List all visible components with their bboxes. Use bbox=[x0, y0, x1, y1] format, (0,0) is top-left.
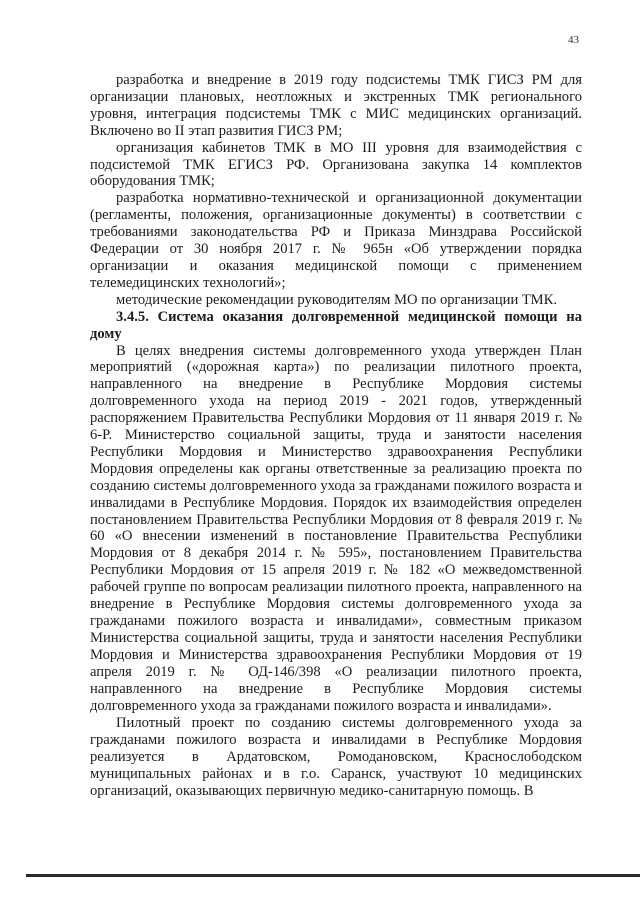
document-body bbox=[90, 72, 582, 800]
list-item-tmk-subsystem: разработка и внедрение в 2019 году подсистемы ТМК ГИСЗ РМ для организации плановых, неотложных и экстренных ТМК регионального уровня, интеграция подсистемы ТМК с МИС медицинских организаций. Включено во II этап развития ГИСЗ РМ; bbox=[90, 72, 582, 139]
list-item-tmk-offices: организация кабинетов ТМК в МО III уровня для взаимодействия с подсистемой ТМК ЕГИСЗ РФ. Организована закупка 14 комплектов оборудования ТМК; bbox=[90, 139, 582, 190]
list-item-documentation: разработка нормативно-технической и организационной документации (регламенты, положения, организационные документы) в соответствии с требованиями законодательства РФ и Приказа Минздрава Российской Федерации от 30 ноября 2017 г. № 965н «Об утверждении порядка организации и оказания медицинской помощи с применением телемедицинских технологий»; bbox=[90, 190, 582, 291]
scan-bottom-edge bbox=[26, 874, 640, 877]
body-paragraph-roadmap: В целях внедрения системы долговременного ухода утвержден План мероприятий («дорожная карта») по реализации пилотного проекта, направленного на внедрение в Республике Мордовия системы долговременного ухода на период 2019 - 2021 годов, утвержденный распоряжением Правительства Республики Мордовия от 11 января 2019 г. № 6-Р. Министерство социальной защиты, труда и занятости населения Республики Мордовия и Министерство здравоохранения Республики Мордовия определены как органы ответственные за реализацию проекта по созданию системы долговременного ухода за гражданами пожилого возраста и инвалидами в Республике Мордовия. Порядок их взаимодействия определен постановлением Правительства Республики Мордовия от 8 февраля 2019 г. № 60 «О внесении изменений в постановление Правительства Республики Мордовия от 8 декабря 2014 г. № 595», постановлением Правительства Республики Мордовия от 15 апреля 2019 г. № 182 «О межведомственной рабочей группе по вопросам реализации пилотного проекта, направленного на внедрение в Республике Мордовия системы долговременного ухода за гражданами пожилого возраста и инвалидами», совместным приказом Министерства социальной защиты, труда и занятости населения Республики Мордовия и Министерства здравоохранения Республики Мордовия от 19 апреля 2019 г. № ОД-146/398 «О реализации пилотного проекта, направленного на внедрение в Республике Мордовия системы долговременного ухода за гражданами пожилого возраста и инвалидами». bbox=[90, 342, 582, 714]
list-item-guidelines: методические рекомендации руководителям МО по организации ТМК. bbox=[116, 291, 558, 308]
section-heading: 3.4.5. Система оказания долговременной медицинской помощи на дому bbox=[90, 308, 582, 342]
page-number: 43 bbox=[568, 34, 579, 46]
body-paragraph-pilot-project: Пилотный проект по созданию системы долговременного ухода за гражданами пожилого возраста и инвалидами в Республике Мордовия реализуется в Ардатовском, Ромодановском, Краснослободском муниципальных районах и в г.о. Саранск, участвуют 10 медицинских организаций, оказывающих первичную медико-санитарную помощь. В bbox=[90, 715, 582, 800]
